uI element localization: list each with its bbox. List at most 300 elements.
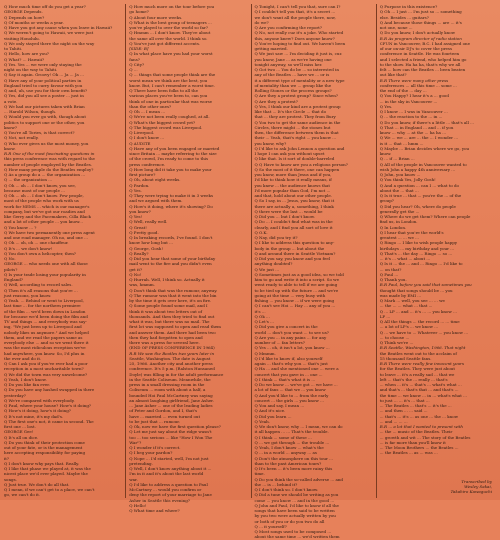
transcript-line: Q Really? [129, 250, 149, 256]
transcript-line: ... the ... ... what ... that ... [379, 303, 433, 309]
transcript-line: Doyle) was filling in for the adult performance [129, 371, 224, 377]
transcript-line: the ... is ... behind it? [254, 481, 298, 487]
transcript-line: Q In London. [379, 224, 407, 230]
transcript-line: think it was about two letters out of [129, 308, 203, 314]
transcript-line: about the same time ... we'd written them [254, 534, 340, 540]
transcript-line: number of ... fan letters? [254, 340, 305, 345]
transcript-line: pilots? [4, 266, 18, 272]
transcript-line: Q What's the biggest crowd yet? [129, 119, 196, 125]
transcript-line: yesterday? [4, 392, 26, 398]
transcript-line: then, the difference between them is that [254, 130, 339, 135]
transcript-line: to Tahiti. [4, 46, 23, 51]
transcript-line: Q Hurrah. Well, I think so. Actually it [129, 277, 205, 282]
transcript-line: Q Is it ... the ... and ... Ringo ... I'd like to [379, 261, 463, 267]
transcript-line: Q ... things that some people think are the [129, 72, 216, 78]
transcript-line: Q I know ... I was in Vancouver ... [379, 109, 448, 114]
transcript-line: Rolling Stones or the process groups? [254, 88, 332, 93]
transcript-line: clearly, and I find you all sort of love it [254, 224, 333, 230]
transcript-line: Q Well, I don't know anything about it ... [129, 466, 212, 471]
transcript-line: Q like that. Is it sort of double-barreled [254, 156, 335, 162]
transcript-line: not one, none ... [379, 25, 413, 30]
transcript-line: Q About four more weeks. [129, 14, 183, 20]
transcript-line: like Gerry and the Pacemakers, Cilla Black [4, 214, 91, 219]
transcript-line: Q Pardon. [129, 182, 150, 188]
transcript-line: since Britain ... maybe referring to the size [129, 151, 217, 156]
transcript-line: Q Did you say, you know and you feel [254, 256, 331, 261]
transcript-line: England? [4, 277, 24, 282]
transcript-line: Q Thank you. [379, 277, 407, 282]
transcript-line: to be just that ... rumour. [129, 418, 181, 424]
transcript-line: Q We're compared with everybody. [4, 397, 75, 403]
transcript-line: Q Got two ... You do be ... so interested in [254, 67, 339, 72]
transcript-line: Q How much more on the tour before you [129, 4, 215, 9]
transcript-line: Q Let's ... [254, 319, 274, 324]
transcript-line: first picture? [129, 172, 156, 177]
transcript-line: Q Did you ... but I don't know. [254, 214, 315, 219]
transcript-line: Q We only stayed there the night on the way [4, 40, 95, 46]
transcript-line: Q All the things ... the record ... ... time [379, 319, 460, 324]
transcript-line: Q We ... we ... are ... the ... I wonder ... [379, 135, 459, 141]
transcript-line: get it? [129, 266, 143, 272]
transcript-line: of the film ... we'd been down in London [4, 308, 86, 314]
transcript-line: Q How's it doing, where it's showing? Do [129, 203, 213, 209]
credits-label: Transcribed by [461, 479, 492, 484]
transcript-line: GEORGE Gee! [4, 429, 34, 435]
transcript-line: about the ... that ... [379, 187, 419, 193]
transcript-line: ... the Beatles ... as ... was ... [379, 450, 438, 456]
transcript-line: ing, "We just been up to Liverpool and [4, 324, 82, 330]
transcript-line: it a different type of mentality or a new type [254, 77, 345, 83]
transcript-line: Q Have you got any cause when you leave in Hawaii? [4, 25, 113, 30]
credits-name-2: Takahiro Kawaguchi [450, 489, 492, 494]
transcript-line: war. [129, 476, 138, 482]
transcript-line: went ready to able to tell if we are going [254, 282, 338, 288]
transcript-line: and that, hold about our other people. [254, 193, 333, 198]
transcript-line: it? [4, 455, 10, 461]
transcript-line: Q How many people do the Beatles employ? [4, 166, 94, 172]
transcript-line: time. [254, 471, 265, 477]
transcript-line: Q Are they a protest group? Since when? [254, 93, 339, 99]
transcript-line: Q Do you have any hashed swapped in there [4, 387, 95, 393]
transcript-line: Q We did the town was very unwelcome? [4, 371, 88, 377]
transcript-line: Q You think Yes, Jolly Gosh! [379, 177, 436, 183]
transcript-line: thousands. And then they tried to find out [129, 313, 215, 319]
transcript-line: various places you've been to, can you [129, 93, 208, 99]
transcript-line: conferences ... all this time ... some ... [379, 82, 457, 88]
transcript-line: nobody likes us anymore." And we helped [4, 329, 89, 335]
transcript-line: Q We weren't going to Hawaii, we were just [4, 30, 94, 36]
transcript-line: Q Yes! [129, 214, 143, 219]
transcript-line: Q Nope ... I'd started, well, I'm not just [129, 455, 209, 461]
transcript-line: Q Q Have to know are you a religious person? [254, 161, 348, 167]
transcript-line: know. But, I can't remember a worst time. [129, 82, 215, 88]
transcript-line: Q Yes. [379, 103, 393, 109]
transcript-line: Q Ha ... and she mentioned one ... were a [254, 366, 339, 372]
transcript-line: know how long but ... [129, 240, 173, 246]
transcript-line: Q ... if ... Brian ... [379, 156, 415, 162]
transcript-line: Q All of the people in Vancouver wanted to [379, 161, 467, 167]
transcript-line: Q So the most of it there, one can happen [254, 166, 340, 172]
transcript-line: was made by EMI ... [379, 292, 422, 298]
transcript-line: Q Yeah, I don't know ... what's the [254, 445, 324, 450]
transcript-line: go, we can't do it. [4, 492, 41, 498]
transcript-line: what it was, but there was no mail. The [129, 319, 210, 324]
transcript-line: come ... you know ... and in the good ... [254, 497, 335, 503]
transcript-line: Q We have two permanently one press agent [4, 229, 95, 235]
transcript-line: Q I beg your pardon? [129, 450, 173, 456]
transcript-line: Q Would you ever go with, though about [4, 114, 86, 120]
transcript-line: (END OF PRESS CONFERENCE IN 1964) [129, 345, 215, 351]
transcript-line: Q John, you know ... [379, 172, 421, 177]
transcript-line: and I selected a friend, who helped him go [379, 56, 467, 62]
transcript-line: mail went to the fire and you didn't even [129, 261, 212, 267]
transcript-line: you know, why? [254, 140, 287, 146]
transcript-line: Q Don't think that was the rumour, anyway. [129, 287, 218, 293]
transcript-line: reception in a most uncharitable town? [4, 366, 84, 372]
transcript-line: thought that songs should be ... you [379, 287, 453, 293]
transcript-line: Q Think we're ... [379, 340, 414, 345]
transcript-line: Q Do you know, I don't actually know [379, 30, 456, 36]
transcript-line: left ... that's the ... really ... that's [379, 376, 448, 382]
transcript-line: then they had forgotten to open and [129, 334, 203, 340]
transcript-line: number of people employed by the Beatles. [4, 161, 93, 167]
transcript-line: Q Ok ... [254, 313, 270, 319]
transcript-line: pretending. [129, 460, 153, 466]
transcript-line: Q Well, according to record sales. [4, 282, 73, 288]
transcript-line: Q Hmmm ... I don't know. They're about [129, 30, 211, 36]
transcript-line: the ever and do it. [4, 355, 42, 361]
transcript-line: Q Have any of you been engaged or married [129, 145, 220, 151]
transcript-line: Q and around there in Seattle Vietnam? [254, 250, 336, 256]
text-column-2 [125, 4, 246, 513]
transcript-line: Circles, there might ... the stones but [254, 124, 331, 130]
transcript-line: 25, 1966. Another city and another press [129, 361, 213, 366]
transcript-line: Q I think ... some of these ... [254, 434, 312, 440]
transcript-line: ... in the sky in Vancouver ... [379, 98, 438, 104]
transcript-line: ... growth and wit ... The story of the Beatles [379, 434, 471, 440]
transcript-line: Q We don't know, why ... I mean, we can do [254, 424, 343, 429]
transcript-line: for the Beatles. They were just about [379, 366, 455, 372]
transcript-line: R.R ... a lot that I wanted to present with [379, 424, 464, 429]
transcript-line: Q there were the last ... would be [254, 208, 323, 214]
transcript-line: Q ... LP ... and ... it's ... ... you know ... [379, 308, 457, 314]
transcript-line: Q Yeah. ... Behind or went to Liverpool, [4, 298, 84, 303]
transcript-line: you know? [129, 208, 151, 214]
transcript-line: Q What is the best group of teenagers ... [129, 19, 212, 25]
transcript-line: Q Mark ... well, you see ... ... we [379, 298, 445, 303]
text-column-1 [4, 4, 121, 498]
transcript-line: Q Just true. We don't do all that. [4, 481, 70, 487]
transcript-line: Q No! [129, 271, 142, 277]
transcript-line: Q How's it doing, how's it doing? [4, 408, 71, 414]
transcript-line: Q AUDITE [129, 140, 151, 146]
transcript-line: Q Oh ... oh ... I don't know. Few people, [4, 193, 84, 198]
transcript-line: is it ... that ... hmm ... [379, 140, 424, 146]
transcript-line: by the time it gets over here, it's on fire. [129, 298, 212, 303]
transcript-line: ... Harold Wilson, though. [4, 109, 57, 114]
transcript-line: Q Paul, where your house? How's it doing? [4, 403, 92, 408]
transcript-line: 15 thousand Seattle fans. [379, 355, 432, 361]
transcript-line: because most of our people ... [4, 187, 65, 193]
transcript-line: Q George, Gosh! [129, 245, 163, 251]
transcript-line: Q Ringo ... I like to wish people happy [379, 240, 458, 246]
transcript-line: Q Do we know ... we've got ... we have ... [254, 382, 338, 387]
transcript-line: Q City? [129, 61, 145, 67]
transcript-line: group? [379, 198, 394, 204]
transcript-line: ... when ... it's ... that's ... what's what ... [379, 382, 462, 387]
transcript-line: I hope I can ask you without upset [254, 151, 325, 156]
transcript-line: Q Do you think of their protection come [4, 439, 85, 445]
transcript-line: Q I like that phase we played at, it was the [4, 466, 91, 471]
transcript-line: Q How much time off do you get a year? [4, 4, 86, 9]
transcript-line: Q It's been ... it's been more rainy this [254, 466, 333, 471]
transcript-line: Q Great! [129, 224, 147, 230]
transcript-line: of mentality than we ... group like the [254, 82, 332, 88]
transcript-line: Q The rumour was that it went into the bin [129, 292, 217, 298]
transcript-line: and we argued with them. [129, 198, 183, 204]
transcript-line: Q You and say, I mean ... [254, 403, 305, 408]
transcript-line: out like that? [379, 72, 407, 78]
transcript-line: Q and, uh, use you for their own benefit? [4, 88, 88, 93]
transcript-line: just reasons, you know. [4, 292, 52, 298]
transcript-line: I'd like to think how it really means, if [254, 177, 332, 183]
transcript-line: Q We had our pictures taken with Brian [4, 103, 85, 109]
transcript-line: R.R Paul, before you said that sometimes you [379, 282, 472, 288]
transcript-line: songs that have been said to be written [254, 508, 335, 513]
text-column-3 [251, 4, 372, 540]
transcript-line: Q They were trying to make it in 3 weeks [129, 193, 214, 198]
transcript-line: Q Do you like fan ever. [4, 382, 51, 387]
transcript-line: first lot was supposed to open and read them [129, 324, 221, 330]
transcript-line: the time ... we know ... in ... what's what ... [379, 392, 467, 398]
transcript-line: find us, in London. [379, 219, 418, 225]
transcript-line: bounded Hoi Paul McCartney was saying [129, 392, 213, 398]
transcript-line: England tried to curry favour with you [4, 82, 83, 88]
transcript-line: Q Are you ... in any pains ... for any [254, 334, 327, 340]
transcript-line: their ... Yeah, that's right ... you know ... [254, 135, 337, 141]
transcript-line: fishing ... you know ... if we were going [254, 298, 335, 303]
transcript-line: ... Jane Asher ... one of the leading ladies [129, 403, 213, 408]
transcript-line: Q ... we got through ... the trouble ... [254, 439, 330, 445]
transcript-line: a lot of fans ... that we ... you know [254, 387, 326, 393]
transcript-line: concert ... the girls ... you know ... [254, 397, 324, 403]
transcript-line: Q Can I ask you if you've ever had a poor [4, 361, 88, 366]
transcript-line: Q You know ... ? [4, 224, 37, 230]
transcript-line: Q So I say, in ... Jesus, you know, that it [254, 198, 335, 204]
transcript-line: Q Do ... I couldn't find what was in the [254, 219, 333, 225]
transcript-line: R.R We saw the Beatles two years later in [129, 350, 215, 356]
transcript-line: that ... they are protest. They from Bury [254, 114, 336, 120]
transcript-line: Q No. [4, 256, 16, 261]
transcript-line: you've played to over the world so far? [129, 25, 209, 30]
transcript-line: or both of you or do you two do all [254, 518, 325, 524]
transcript-line: Q Maybe ... Brian decides where we go, you [379, 145, 470, 151]
transcript-line: to leave ... it's a really sad ... that we [379, 371, 455, 377]
transcript-line: Q Yes. Yes ... we were only staying the [4, 61, 82, 67]
transcript-line: and one road manager. Oh no, and one ... [4, 235, 88, 240]
transcript-line: GEORGE ... who needs one with all those [4, 261, 88, 267]
transcript-line: Q We just ... [254, 266, 280, 272]
transcript-line: Q Oh ... I mean ... [129, 109, 166, 114]
transcript-line: Q Have any of your political parties in [4, 77, 82, 83]
transcript-line: a vote. [4, 98, 18, 104]
transcript-line: out of your fate, or is the management [4, 445, 83, 450]
transcript-line: worst mean we think are the best, you [129, 77, 208, 83]
transcript-line: Q I mean, if we can't get to a place, we can't [4, 487, 95, 492]
transcript-line: ... is far more than you'll know it [379, 439, 446, 445]
transcript-line: Q Did you give a concert in the [254, 324, 318, 330]
transcript-line: Q I don't know ... [129, 135, 165, 141]
transcript-line: Q And you'd like to ... from the early [254, 392, 329, 398]
transcript-line: getting married. [254, 46, 288, 51]
transcript-line: ... it's ... what ... about ... [379, 256, 431, 261]
transcript-line: ... to choose ... [379, 334, 410, 340]
transcript-line: Q As a group do a ... the organization ... [4, 172, 86, 177]
transcript-line: concert that you gave in ... one ... [254, 371, 323, 377]
transcript-line: there are actually a, something, I think [254, 203, 334, 209]
transcript-line: too ... too serious ... like "How I Won The [129, 434, 213, 440]
transcript-line: ... that's ... it's ... as one ... the ... know [379, 413, 459, 419]
transcript-line: Q Purpose in this existence? [379, 4, 438, 9]
transcript-line: again ... that's why you ... that's just [254, 361, 328, 366]
transcript-line: Q Yes ... oh, it isn't a lot, you know ... [254, 345, 330, 351]
transcript-line: know. [379, 151, 392, 156]
transcript-line: Q Is it true ... that ... you're the ... of the [379, 193, 462, 198]
transcript-line: Q Tonight, I can't tell you that, sure can I? [254, 4, 341, 9]
transcript-line: and that's ... that's that ... and that's ... [379, 387, 459, 393]
transcript-line: anything doubted? [254, 261, 293, 267]
transcript-line: Q Pretty good. [129, 229, 159, 235]
transcript-line: most of the people who work with us [4, 198, 79, 204]
transcript-line: Q I don't think so. I don't know. [254, 487, 319, 492]
transcript-line: Q Well, really well. [129, 219, 168, 225]
transcript-line: we don't want all the people there, now, [254, 14, 336, 20]
transcript-line: Q You've just got different accents. [129, 40, 201, 46]
transcript-line: Q I hear that you're the world's [379, 229, 444, 235]
transcript-line: of the crowd, I'm ready to come to this [129, 156, 208, 162]
transcript-line: was the most ridiculous reception we've [4, 345, 86, 351]
transcript-line: Q I can't see Hoi ... Hay ... any of you ... [254, 303, 336, 309]
transcript-line: Q Did you learn ... [254, 413, 292, 419]
transcript-line: Q Hello! [129, 502, 147, 508]
transcript-line: Q I couldn't tell you that, it's a secret ... [254, 9, 336, 15]
transcript-line: Q Most songs used to be composed ... [254, 529, 332, 534]
transcript-line: to the show. Ha ha ha, that's why we all [379, 61, 461, 67]
transcript-line: was, hmmm. [129, 282, 155, 288]
transcript-line: R.R Seattle, Washington, 1966. That night [379, 345, 466, 351]
transcript-line: Q Liverpool. [129, 130, 155, 135]
transcript-line: Q Let me just say about the ridge wasn't [129, 429, 212, 435]
transcript-line: you know, Jane ... as we're having one [254, 56, 332, 62]
transcript-line: songs. [4, 476, 17, 482]
transcript-line: R.R There were really few innocent years [379, 361, 464, 366]
transcript-line: press in a small dressing room in the [129, 382, 205, 387]
transcript-line: I'm in it and it's about the last world [129, 471, 204, 477]
transcript-line: go home? [129, 9, 149, 15]
transcript-line: McCartney ... would you confirm or [129, 487, 202, 492]
transcript-line: LP ... [379, 313, 391, 319]
transcript-line: Q Do you think the so-called adverse ... and [254, 476, 343, 482]
transcript-line: an almost laughing girlfriend, Jane Asher. [129, 397, 214, 403]
transcript-line: to be tied up with the future ... and we're [254, 287, 339, 293]
transcript-line: them, and we read the papers same as [4, 334, 83, 340]
transcript-line: ... the ... music of the Beatles. Their [379, 429, 453, 435]
transcript-line: Q The biggest crowd was Liverpool. [129, 124, 203, 130]
transcript-line: this, anyone knew? Does anyone know? [254, 35, 335, 41]
transcript-line: Q ... we have to ... Whatever ... you know ... [379, 329, 469, 335]
transcript-line: Q I don't know why pays that. Really. [4, 460, 80, 466]
transcript-line: this press conference was with regard to the [4, 156, 95, 162]
transcript-line: Q Yeah. [254, 418, 270, 424]
transcript-line: Q Are you confirming the report? [254, 25, 323, 30]
transcript-line: company, but we've got our roadies and [4, 208, 85, 214]
transcript-line: ... The Moon Brothers ... the Beatles ... [379, 445, 459, 450]
transcript-line: birthdays ... my birthday and your ... [379, 245, 455, 251]
transcript-line: Q It's ... we don't know! [4, 245, 53, 251]
transcript-line: Q Depends on how? [4, 14, 45, 20]
transcript-line: of our on-air DJ's to cover the press [379, 46, 453, 51]
transcript-line: and answer them. And there had been two [129, 329, 216, 335]
transcript-line: going at the time ... very busy with [254, 292, 326, 298]
transcript-line: Q The first one's not, it came in second. The [4, 418, 94, 424]
transcript-line: [SIDE: B] [129, 46, 149, 51]
transcript-line: Q Where do we get them? Where can people [379, 214, 471, 219]
transcript-line: work for NEMS ... which is our manager's [4, 203, 90, 209]
transcript-line: Q I like to address this question to any- [254, 240, 335, 246]
transcript-line: know ... why ... at the ... ha ha ... [379, 130, 447, 135]
transcript-line: Q How long did it take you to make your [129, 166, 212, 172]
transcript-line: Q Yes, I think our kind are a protest group [254, 103, 341, 109]
transcript-line: Q We're not been really coughed, at all. [129, 114, 210, 120]
transcript-line: R.R One of the most fascinating questions in [4, 151, 95, 156]
transcript-line: by you two were actually written by you [254, 513, 336, 519]
transcript-line: Q You're hoping to find out. We haven't been [254, 40, 346, 46]
transcript-line: for because we'd been doing the film and [4, 313, 88, 319]
transcript-line: ... on that? [379, 266, 402, 272]
transcript-line: Q ... it yourself? [254, 523, 287, 529]
transcript-line: War"? [129, 439, 142, 445]
transcript-line: Q Don't the atmosphere on this tour ... [254, 455, 333, 461]
transcript-line: to just ... ... it's ... that ... [379, 397, 430, 403]
transcript-line: Q Oh ... oh, oh ... one chauffeur. [4, 240, 69, 246]
transcript-line: Q You're all Tories, is that correct? [4, 130, 75, 135]
transcript-line: generally get the ... [379, 208, 420, 214]
transcript-line: Q Oh ... oh ... I don't know, you see, [4, 182, 76, 188]
transcript-line: Q It's not mine, it's my dad's. [4, 413, 64, 419]
transcript-line: Q Of months or weeks a year. [4, 19, 64, 25]
transcript-line: Q Hello, how are you? [4, 51, 49, 57]
transcript-line: Q Yeah, I don't know. [4, 376, 47, 382]
transcript-line: of Peter and Gordon, and I, that's [129, 408, 198, 414]
transcript-line: TV and things ... and everybody was say- [4, 319, 87, 324]
transcript-line: than the other ones? [129, 103, 172, 109]
transcript-line: visiting Honolulu. [4, 35, 41, 41]
transcript-line: conference in Seattle. He was fourteen [379, 51, 460, 57]
text-column-4 [376, 4, 497, 498]
transcript-line: Q Oh, about eight weeks. [129, 177, 181, 183]
transcript-line: here accepting responsibility for paying [4, 450, 86, 456]
transcript-line: ... The Beatles ... that's ... it's the ... [379, 403, 452, 408]
transcript-line: CFUN in Vancouver, B.C. I had assigned one [379, 40, 470, 46]
transcript-line: everybody else ... and so we went there it [4, 340, 89, 345]
transcript-line: had anywhere, you know. So, I'd plus in [4, 350, 85, 356]
transcript-line: do we? [254, 19, 269, 25]
transcript-line: Q Did you hear? Oh, where do people [379, 203, 456, 209]
transcript-line: Q Yes. [129, 187, 142, 193]
transcript-line: Q And a question ... can I ... what to do [379, 182, 459, 188]
transcript-line: Q That ... in England ... and ... if you [379, 124, 454, 130]
transcript-line: last time ... for the northern premiere [4, 303, 81, 309]
